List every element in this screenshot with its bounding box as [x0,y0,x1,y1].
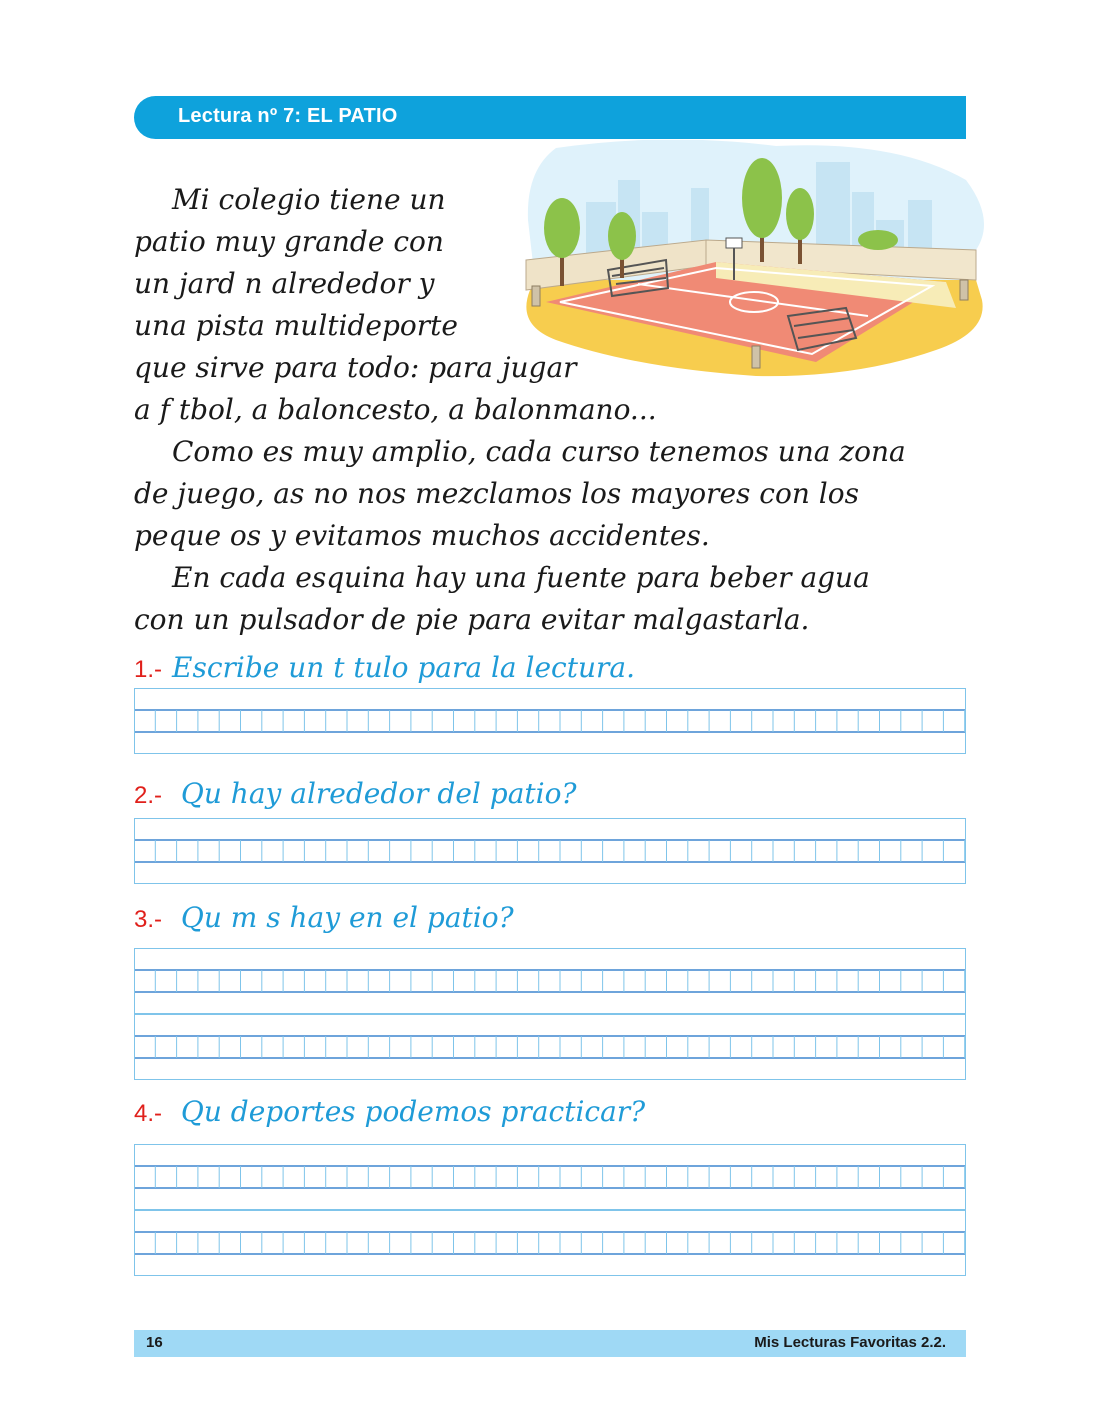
question-3 [134,898,514,940]
page-number: 16 [146,1334,163,1351]
footer-bar [134,1330,966,1357]
book-title: Mis Lecturas Favoritas 2.2. [754,1334,946,1351]
reading-line: peque os y evitamos muchos accidentes. [134,519,710,552]
reading-line: a f tbol, a baloncesto, a balonmano... [134,393,657,426]
school-playground-illustration [516,140,990,380]
reading-line: de juego, as no nos mezclamos los mayores con los [134,477,859,510]
answer-lines-4[interactable] [134,1144,966,1276]
answer-lines-2[interactable] [134,818,966,884]
question-number: 4.- [134,1100,163,1127]
reading-line: que sirve para todo: para jugar [134,351,577,384]
reading-line: patio muy grande con [134,225,444,258]
question-text: Qu hay alrededor del patio? [172,777,577,810]
question-text: Escribe un t tulo para la lectura. [172,651,635,684]
question-1 [134,648,635,690]
question-2 [134,774,576,816]
reading-line: Como es muy amplio, cada curso tenemos una zona [172,435,906,468]
answer-lines-1[interactable] [134,688,966,754]
answer-lines-3[interactable] [134,948,966,1080]
question-number: 2.- [134,782,163,809]
reading-header-bar [134,96,966,139]
reading-line: una pista multideporte [134,309,458,342]
question-4 [134,1092,645,1134]
question-number: 3.- [134,906,163,933]
reading-line: En cada esquina hay una fuente para beber agua [172,561,870,594]
question-text: Qu m s hay en el patio? [172,901,514,934]
question-number: 1.- [134,656,163,683]
reading-line: con un pulsador de pie para evitar malgastarla. [134,603,810,636]
reading-line: un jard n alrededor y [134,267,435,300]
question-text: Qu deportes podemos practicar? [172,1095,646,1128]
reading-line: Mi colegio tiene un [172,183,446,216]
reading-title: Lectura nº 7: EL PATIO [178,105,398,127]
